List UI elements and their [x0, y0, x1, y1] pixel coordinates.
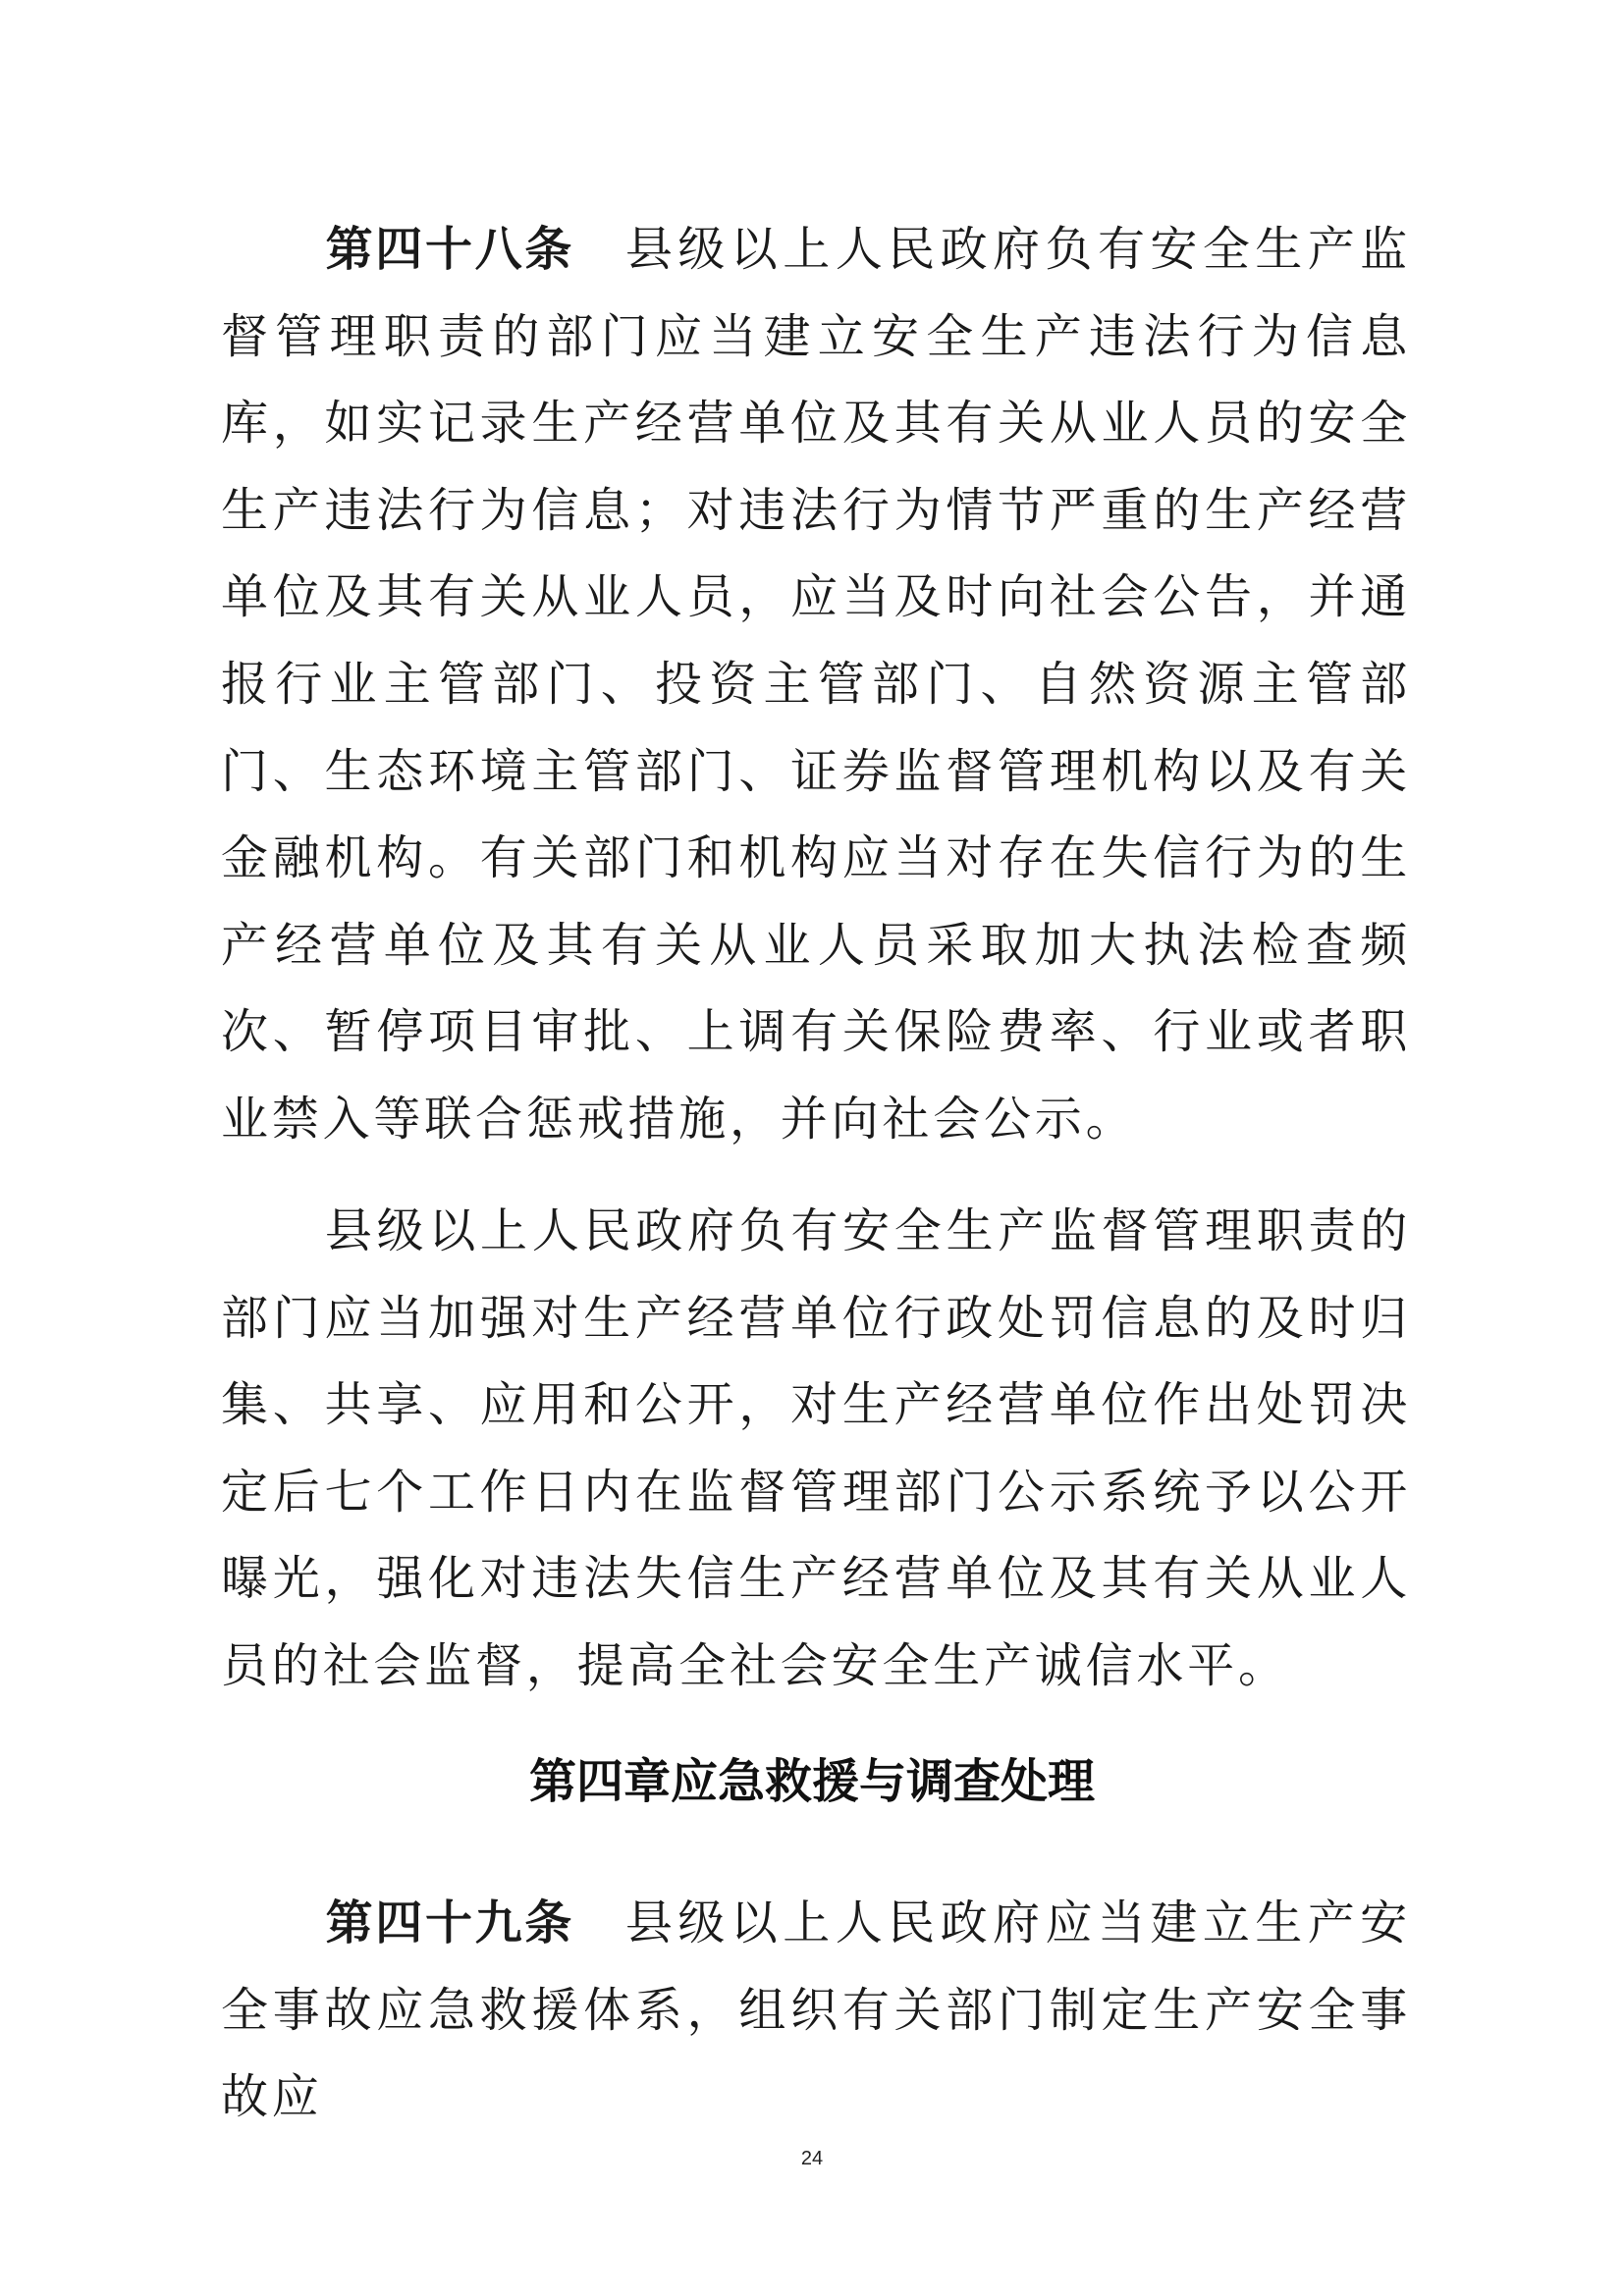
article-48-paragraph-2 — [221, 1188, 1411, 1710]
article-48-paragraph-1 — [221, 206, 1411, 1163]
article-48-text: 县级以上人民政府负有安全生产监督管理职责的部门应当建立安全生产违法行为信息库，如实记录生产经营单位及其有关从业人员的安全生产违法行为信息；对违法行为情节严重的生产经营单位及其有关从业人员，应当及时向社会公告，并通报行业主管部门、投资主管部门、自然资源主管部门、生态环境主管部门、证券监督管理机构以及有关金融机构。有关部门和机构应当对存在失信行为的生产经营单位及其有关从业人员采取加大执法检查频次、暂停项目审批、上调有关保险费率、行业或者职业禁入等联合惩戒措施，并向社会公示。 — [221, 222, 1411, 1147]
article-48-label: 第四十八条 — [324, 222, 574, 277]
page-number: 24 — [800, 2148, 824, 2169]
article-49-text: 县级以上人民政府应当建立生产安全事故应急救援体系，组织有关部门制定生产安全事故应 — [221, 1896, 1411, 2125]
article-49-label: 第四十九条 — [324, 1896, 574, 1950]
chapter-title: 第四章应急救援与调查处理 — [528, 1754, 1095, 1809]
article-49-paragraph — [221, 1880, 1411, 2141]
article-48-paragraph-2-text: 县级以上人民政府负有安全生产监督管理职责的部门应当加强对生产经营单位行政处罚信息的及时归集、共享、应用和公开，对生产经营单位作出处罚决定后七个工作日内在监督管理部门公示系统予以公开曝光，强化对违法失信生产经营单位及其有关从业人员的社会监督，提高全社会安全生产诚信水平。 — [221, 1203, 1411, 1693]
